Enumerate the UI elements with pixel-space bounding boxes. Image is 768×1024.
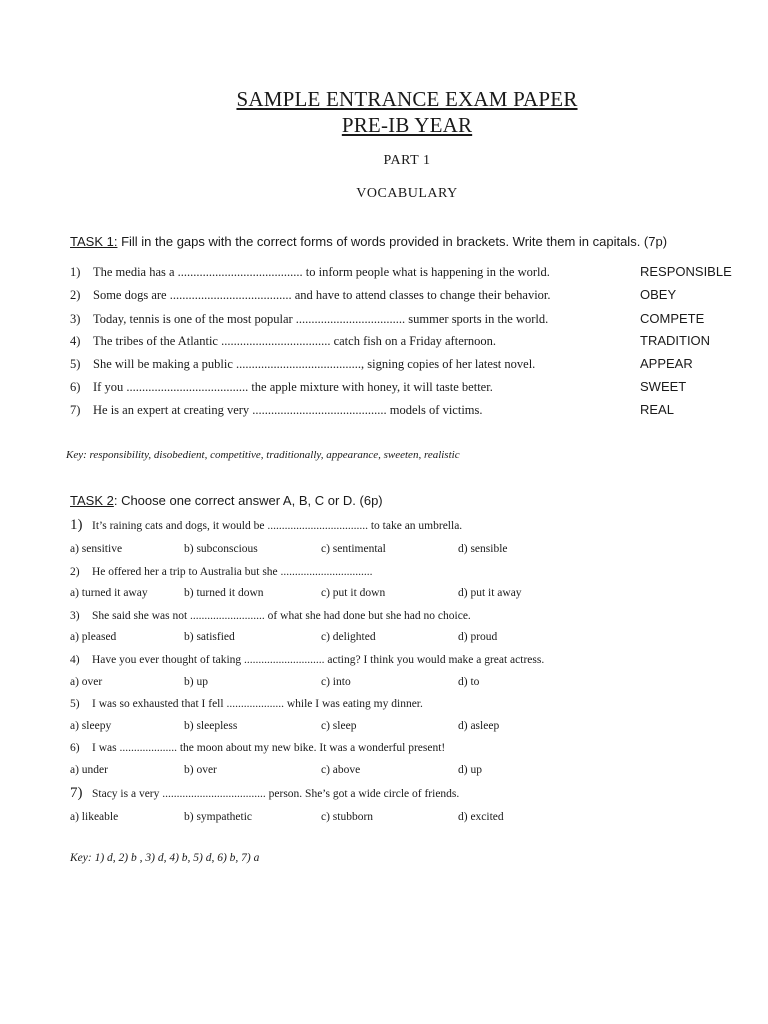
option-b: b) sleepless — [184, 720, 238, 732]
item-word: COMPETE — [640, 311, 705, 326]
question-number: 5) — [70, 698, 80, 710]
question-number: 2) — [70, 566, 80, 578]
option-b: b) over — [184, 764, 217, 776]
option-c: c) put it down — [321, 587, 386, 599]
task1-label: TASK 1: — [70, 234, 118, 249]
option-d: d) asleep — [458, 720, 500, 732]
answer-options — [0, 808, 768, 826]
task2-question — [70, 563, 373, 581]
answer-options — [0, 673, 768, 691]
question-number: 1) — [70, 517, 83, 533]
item-word: TRADITION — [640, 333, 711, 348]
task2-question — [70, 651, 544, 669]
item-sentence: The tribes of the Atlantic ................................... catch fish on a Friday afternoon. — [93, 334, 497, 348]
item-number: 5) — [70, 357, 81, 371]
question-text: I was .................... the moon about my new bike. It was a wonderful present! — [92, 742, 446, 754]
page-title: SAMPLE ENTRANCE EXAM PAPER — [236, 87, 578, 111]
task2-question — [70, 516, 462, 535]
option-b: b) subconscious — [184, 543, 258, 555]
task2-question — [70, 784, 459, 803]
option-c: c) into — [321, 676, 351, 688]
option-d: d) put it away — [458, 587, 522, 599]
question-text: Stacy is a very .................................... person. She’s got a wide circle of friends. — [92, 788, 460, 800]
item-word: APPEAR — [640, 356, 693, 371]
item-number: 6) — [70, 380, 81, 394]
option-a: a) sleepy — [70, 720, 112, 732]
part-heading: PART 1 — [383, 153, 431, 168]
task2-heading — [70, 493, 383, 508]
task1-item — [0, 309, 768, 329]
task2-question — [70, 695, 423, 713]
option-d: d) excited — [458, 811, 504, 823]
task1-item — [0, 285, 768, 305]
option-a: a) likeable — [70, 811, 119, 823]
task1-answer-key: Key: responsibility, disobedient, competitive, traditionally, appearance, sweeten, realistic — [66, 449, 460, 461]
option-a: a) sensitive — [70, 543, 123, 555]
option-c: c) stubborn — [321, 811, 374, 823]
question-number: 4) — [70, 654, 80, 666]
task1-item — [0, 262, 768, 282]
answer-options — [0, 628, 768, 646]
task1-instruction: Fill in the gaps with the correct forms of words provided in brackets. Write them in capitals. (7p) — [117, 234, 668, 249]
option-a: a) turned it away — [70, 587, 148, 599]
answer-options — [0, 717, 768, 735]
answer-options — [0, 761, 768, 779]
option-a: a) pleased — [70, 631, 117, 643]
question-number: 3) — [70, 610, 80, 622]
question-number: 7) — [70, 785, 83, 801]
question-text: It’s raining cats and dogs, it would be ................................... to take an umbrella. — [92, 520, 463, 532]
option-a: a) under — [70, 764, 108, 776]
option-c: c) sleep — [321, 720, 357, 732]
item-sentence: If you ....................................... the apple mixture with honey, it will taste better. — [93, 380, 493, 394]
question-text: I was so exhausted that I fell .................... while I was eating my dinner. — [92, 698, 423, 710]
option-a: a) over — [70, 676, 103, 688]
option-d: d) proud — [458, 631, 498, 643]
task2-label: TASK 2 — [70, 493, 114, 508]
item-word: REAL — [640, 402, 674, 417]
option-b: b) satisfied — [184, 631, 235, 643]
task2-question — [70, 607, 471, 625]
item-word: RESPONSIBLE — [640, 264, 732, 279]
task2-answer-key: Key: 1) d, 2) b , 3) d, 4) b, 5) d, 6) b, 7) a — [70, 852, 260, 864]
task1-item — [0, 331, 768, 351]
option-b: b) sympathetic — [184, 811, 253, 823]
option-c: c) sentimental — [321, 543, 386, 555]
task1-item — [0, 377, 768, 397]
task2-instruction: : Choose one correct answer A, B, C or D. (6p) — [113, 493, 383, 508]
item-sentence: Some dogs are ....................................... and have to attend classes to change their behavior. — [93, 288, 551, 302]
option-d: d) to — [458, 676, 480, 688]
task1-item — [0, 354, 768, 374]
item-sentence: He is an expert at creating very ........................................... models of victims. — [93, 403, 483, 417]
answer-options — [0, 584, 768, 602]
item-sentence: The media has a ........................................ to inform people what is happening in the world. — [93, 265, 550, 279]
item-word: OBEY — [640, 287, 677, 302]
item-number: 4) — [70, 334, 81, 348]
task1-item — [0, 400, 768, 420]
item-word: SWEET — [640, 379, 687, 394]
option-c: c) delighted — [321, 631, 376, 643]
option-b: b) turned it down — [184, 587, 264, 599]
answer-options — [0, 540, 768, 558]
item-number: 7) — [70, 403, 81, 417]
option-d: d) sensible — [458, 543, 508, 555]
item-number: 2) — [70, 288, 81, 302]
question-text: He offered her a trip to Australia but she ................................ — [92, 566, 373, 578]
item-sentence: Today, tennis is one of the most popular ................................... summer sports in the world. — [93, 312, 549, 326]
option-c: c) above — [321, 764, 361, 776]
task1-heading — [70, 234, 667, 249]
item-number: 1) — [70, 265, 81, 279]
question-text: She said she was not .......................... of what she had done but she had no choice. — [92, 610, 471, 622]
section-heading: VOCABULARY — [356, 186, 458, 201]
item-sentence: She will be making a public ........................................, signing copies of her latest novel. — [93, 357, 536, 371]
option-d: d) up — [458, 764, 482, 776]
page-subtitle: PRE-IB YEAR — [341, 113, 473, 137]
option-b: b) up — [184, 676, 208, 688]
task2-question — [70, 739, 445, 757]
item-number: 3) — [70, 312, 81, 326]
question-text: Have you ever thought of taking ............................ acting? I think you would make a great actress. — [92, 654, 545, 666]
question-number: 6) — [70, 742, 80, 754]
